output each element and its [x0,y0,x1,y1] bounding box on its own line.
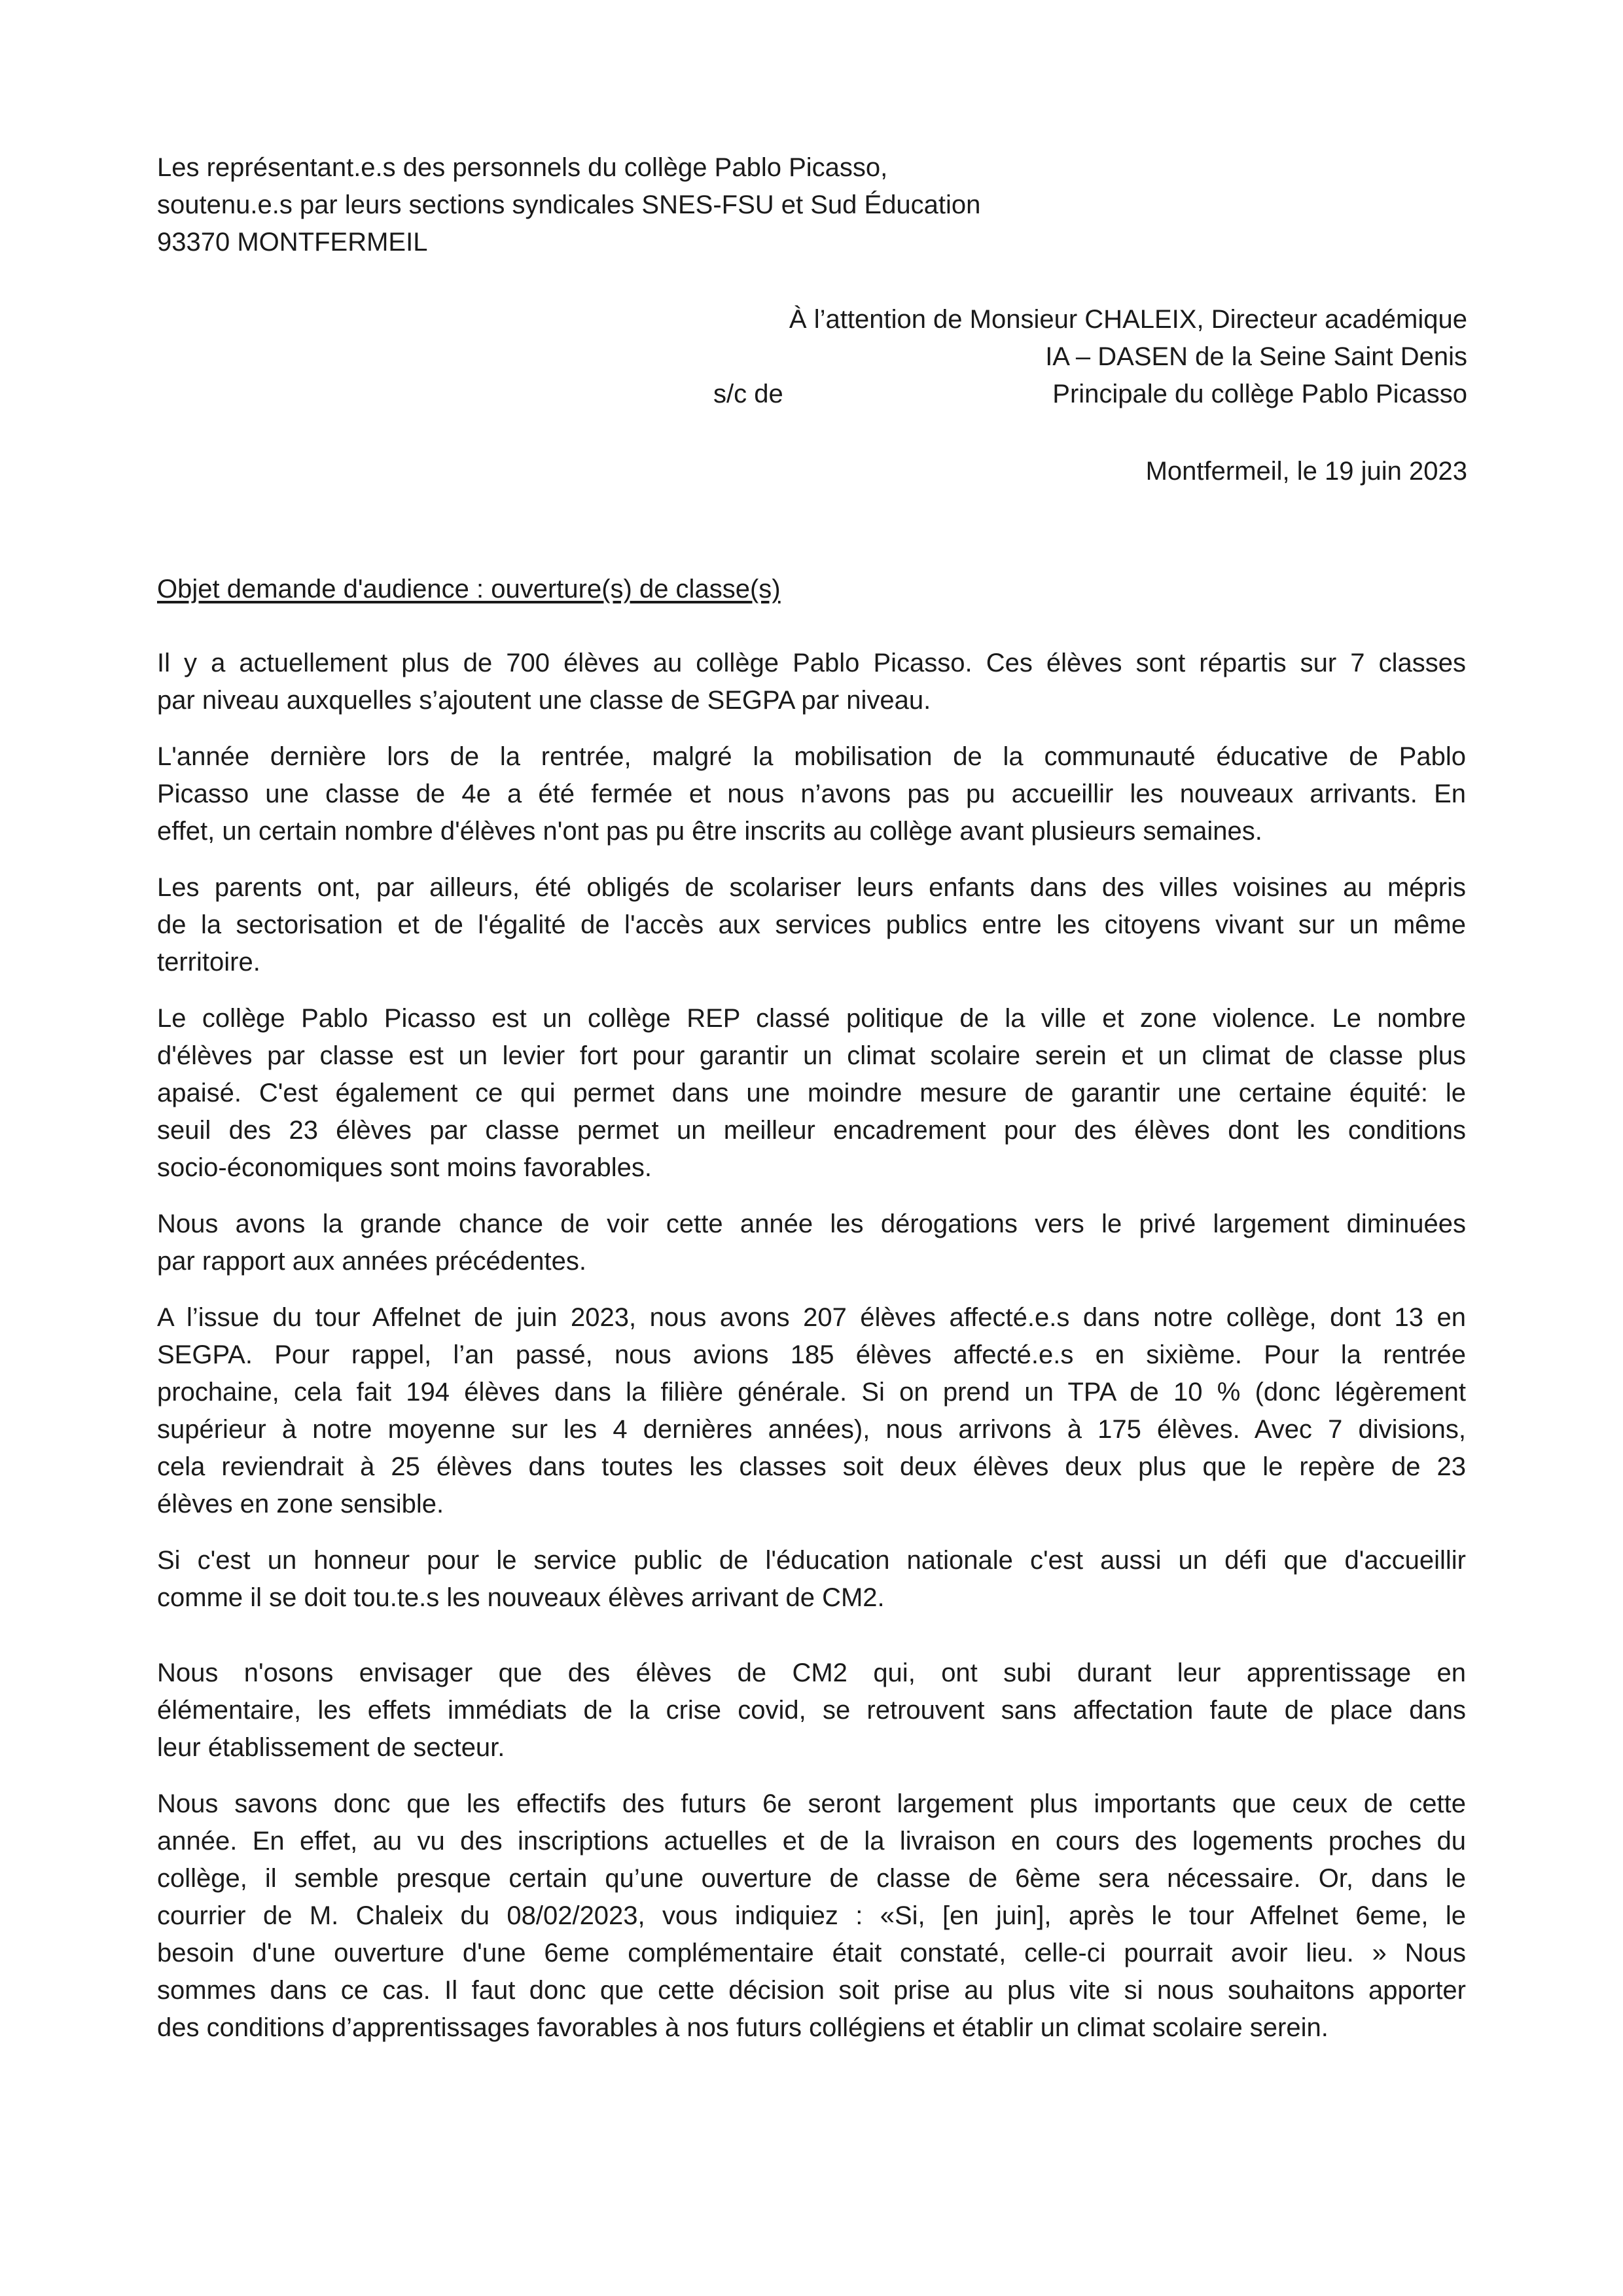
paragraph-line: par rapport aux années précédentes. [157,1247,586,1276]
paragraph-line: SEGPA. Pour rappel, l’an passé, nous avions 185 élèves affecté.e.s en sixième. Pour la rentrée [157,1340,1466,1369]
sender-line-2: soutenu.e.s par leurs sections syndicales SNES-FSU et Sud Éducation [157,190,981,219]
paragraph-line: de la sectorisation et de l'égalité de l'accès aux services publics entre les citoyens vivant sur un même [157,910,1466,939]
recipient-line-2: IA – DASEN de la Seine Saint Denis [1045,342,1467,371]
paragraph-2 [157,738,1466,850]
paragraph-line: effet, un certain nombre d'élèves n'ont pas pu être inscrits au collège avant plusieurs semaines. [157,817,1262,846]
paragraph-line: Les parents ont, par ailleurs, été obligés de scolariser leurs enfants dans des villes voisines au mépris [157,873,1466,902]
paragraph-line: cela reviendrait à 25 élèves dans toutes les classes soit deux élèves deux plus que le repère de 23 [157,1452,1466,1481]
paragraph-line: A l’issue du tour Affelnet de juin 2023, nous avons 207 élèves affecté.e.s dans notre collège, dont 13 en [157,1303,1466,1332]
paragraph-line: apaisé. C'est également ce qui permet dans une moindre mesure de garantir une certaine équité: le [157,1079,1466,1107]
paragraph-line: Nous avons la grande chance de voir cette année les dérogations vers le privé largement diminuées [157,1210,1466,1238]
sender-line-3: 93370 MONTFERMEIL [157,228,428,257]
paragraph-4 [157,1000,1466,1187]
paragraph-line: sommes dans ce cas. Il faut donc que cette décision soit prise au plus vite si nous souhaitons apporter [157,1976,1466,2005]
paragraph-3 [157,869,1466,981]
paragraph-line: d'élèves par classe est un levier fort pour garantir un climat scolaire serein et un climat de classe plus [157,1041,1466,1070]
paragraph-line: collège, il semble presque certain qu’une ouverture de classe de 6ème sera nécessaire. Or, dans le [157,1864,1466,1893]
paragraph-line: Si c'est un honneur pour le service public de l'éducation nationale c'est aussi un défi que d'accueillir [157,1546,1466,1575]
paragraph-line: supérieur à notre moyenne sur les 4 dernières années), nous arrivons à 175 élèves. Avec 7 divisions, [157,1415,1466,1444]
paragraph-line: Nous savons donc que les effectifs des futurs 6e seront largement plus importants que ceux de cette [157,1789,1466,1818]
paragraph-8 [157,1655,1466,1767]
paragraph-line: Il y a actuellement plus de 700 élèves au collège Pablo Picasso. Ces élèves sont répartis sur 7 classes [157,649,1466,677]
paragraph-line: élémentaire, les effets immédiats de la crise covid, se retrouvent sans affectation faute de place dans [157,1696,1466,1725]
paragraph-6 [157,1299,1466,1523]
paragraph-line: comme il se doit tou.te.s les nouveaux élèves arrivant de CM2. [157,1583,885,1612]
subject-line: Objet demande d'audience : ouverture(s) de classe(s) [157,575,781,603]
paragraph-7 [157,1542,1466,1617]
paragraph-9 [157,1785,1466,2047]
paragraph-line: leur établissement de secteur. [157,1733,505,1762]
paragraph-line: des conditions d’apprentissages favorables à nos futurs collégiens et établir un climat scolaire serein. [157,2013,1329,2042]
recipient-line-3: Principale du collège Pablo Picasso [1052,380,1467,408]
paragraph-5 [157,1206,1466,1280]
paragraph-line: Picasso une classe de 4e a été fermée et nous n’avons pas pu accueillir les nouveaux arrivants. En [157,780,1466,808]
date-line: Montfermeil, le 19 juin 2023 [1145,457,1467,486]
paragraph-line: courrier de M. Chaleix du 08/02/2023, vous indiquiez : «Si, [en juin], après le tour Affelnet 6eme, le [157,1901,1466,1930]
paragraph-line: par niveau auxquelles s’ajoutent une classe de SEGPA par niveau. [157,686,931,715]
paragraph-line: L'année dernière lors de la rentrée, malgré la mobilisation de la communauté éducative de Pablo [157,742,1466,771]
paragraph-line: besoin d'une ouverture d'une 6eme complémentaire était constaté, celle-ci pourrait avoir lieu. » Nous [157,1939,1466,1967]
paragraph-line: socio-économiques sont moins favorables. [157,1153,652,1182]
sender-line-1: Les représentant.e.s des personnels du collège Pablo Picasso, [157,153,888,182]
paragraph-line: territoire. [157,948,260,977]
paragraph-line: Nous n'osons envisager que des élèves de CM2 qui, ont subi durant leur apprentissage en [157,1659,1466,1687]
recipient-line-1: À l’attention de Monsieur CHALEIX, Directeur académique [789,305,1467,334]
paragraph-line: Le collège Pablo Picasso est un collège REP classé politique de la ville et zone violence. Le nombre [157,1004,1466,1033]
paragraph-line: seuil des 23 élèves par classe permet un meilleur encadrement pour des élèves dont les conditions [157,1116,1466,1145]
paragraph-line: élèves en zone sensible. [157,1490,444,1518]
sc-label: s/c de [713,380,783,408]
paragraph-1 [157,645,1466,719]
paragraph-line: prochaine, cela fait 194 élèves dans la filière générale. Si on prend un TPA de 10 % (donc légèrement [157,1378,1466,1407]
paragraph-line: année. En effet, au vu des inscriptions actuelles et de la livraison en cours des logements proches du [157,1827,1466,1856]
